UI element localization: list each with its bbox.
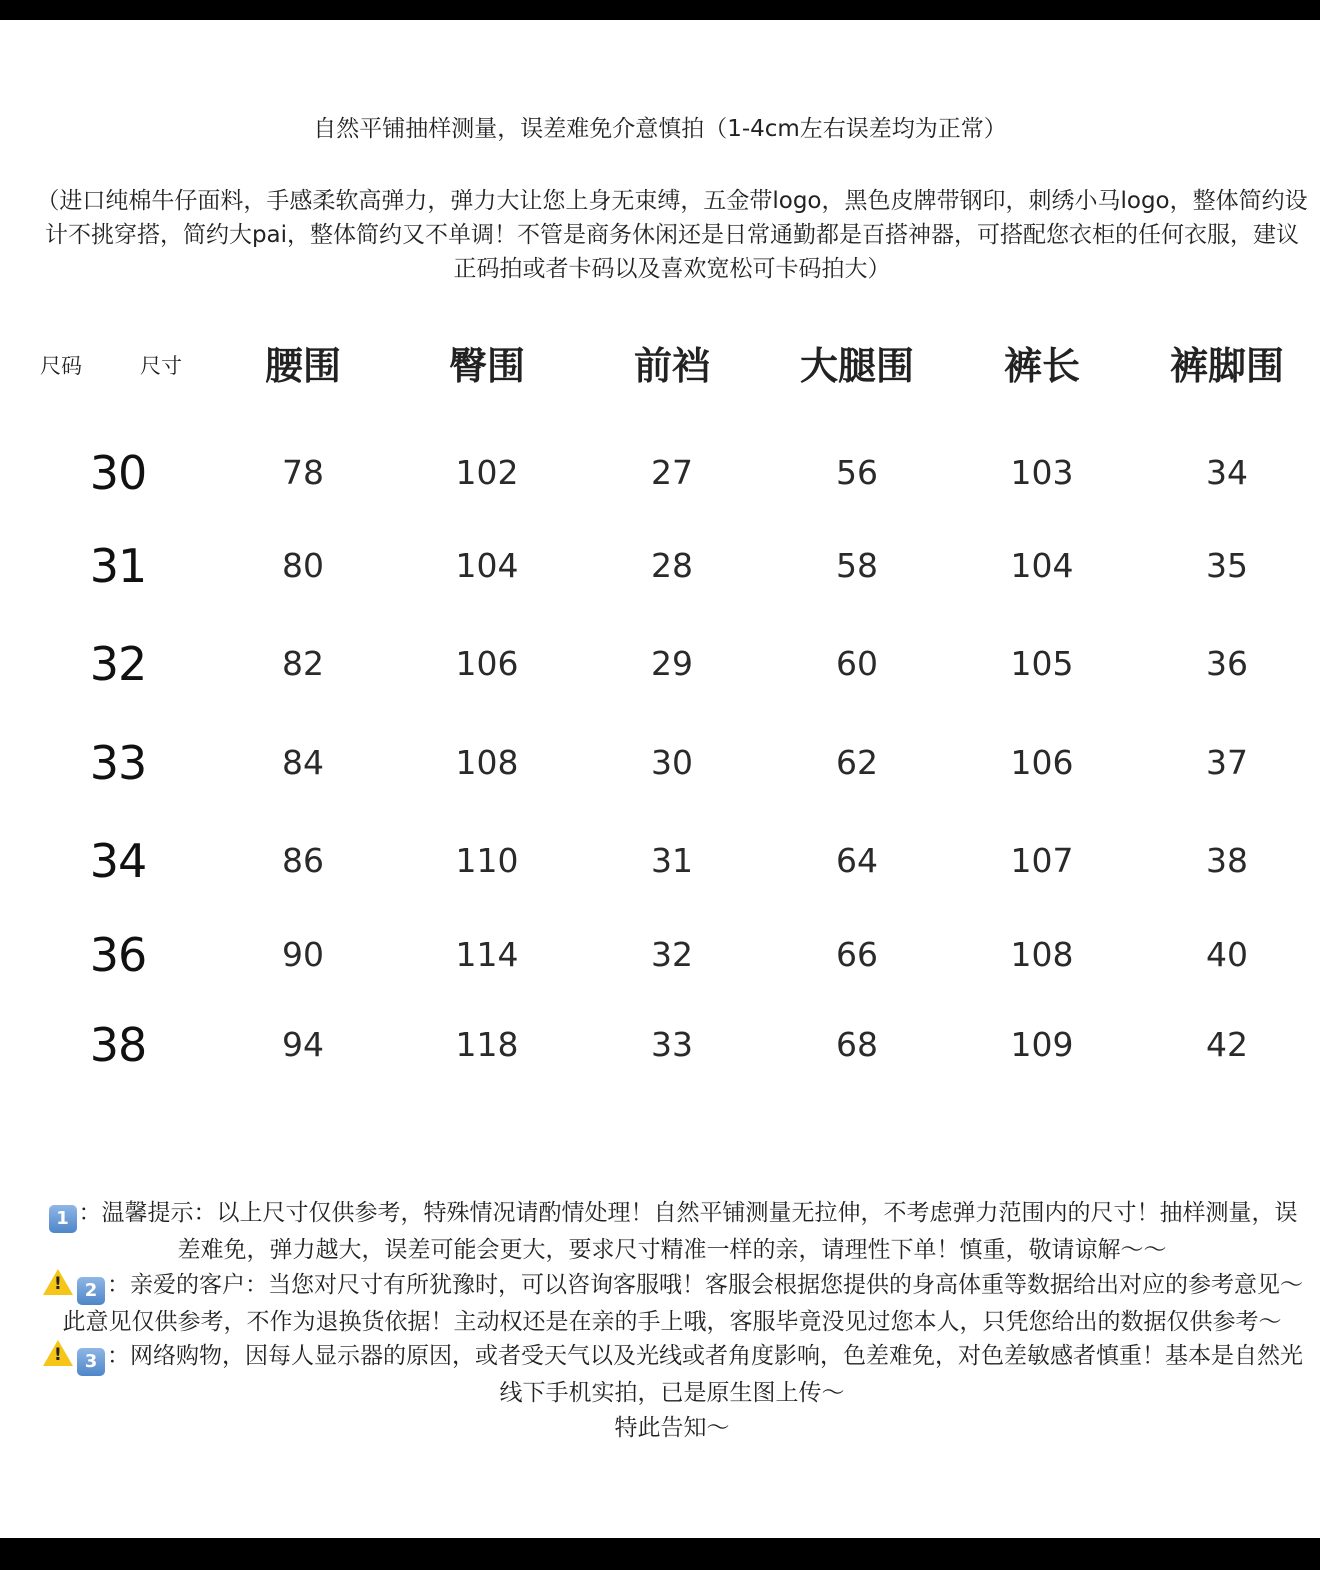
cell-length: 105: [1010, 644, 1074, 683]
row-size: 38: [89, 1018, 147, 1072]
cell-front-rise: 28: [651, 546, 693, 585]
bottom-black-bar: [0, 1538, 1320, 1570]
cell-front-rise: 33: [651, 1025, 693, 1064]
header-front-rise: 前裆: [633, 344, 710, 388]
table-row: [0, 1005, 1320, 1085]
cell-waist: 84: [282, 743, 324, 782]
row-size: 30: [89, 446, 147, 500]
cell-leg-opening: 42: [1206, 1025, 1248, 1064]
header-waist: 腰围: [264, 344, 341, 388]
keycap-number-icon: 3: [77, 1348, 105, 1376]
cell-leg-opening: 40: [1206, 935, 1248, 974]
header-hip: 臀围: [448, 344, 525, 388]
cell-thigh: 68: [836, 1025, 878, 1064]
table-row: [0, 433, 1320, 513]
cell-hip: 102: [455, 453, 519, 492]
cell-front-rise: 29: [651, 644, 693, 683]
closing-note: 特此告知～: [614, 1414, 730, 1441]
cell-length: 107: [1010, 841, 1074, 880]
row-size: 31: [89, 539, 147, 593]
cell-waist: 90: [282, 935, 324, 974]
cell-waist: 86: [282, 841, 324, 880]
cell-leg-opening: 34: [1206, 453, 1248, 492]
table-row: [0, 915, 1320, 995]
cell-length: 109: [1010, 1025, 1074, 1064]
cell-hip: 118: [455, 1025, 519, 1064]
table-header-row: [0, 326, 1320, 406]
product-description: （进口纯棉牛仔面料，手感柔软高弹力，弹力大让您上身无束缚，五金带logo，黑色皮牌带钢印，刺绣小马logo，整体简约设计不挑穿搭，简约大pai，整体简约又不单调！不管是商务休闲还是日常通勤都是百搭神器，可搭配您衣柜的任何衣服，建议正码拍或者卡码以及喜欢宽松可卡码拍大）: [36, 188, 1308, 282]
cell-waist: 78: [282, 453, 324, 492]
header-size-code: 尺码: [40, 354, 82, 378]
cell-thigh: 60: [836, 644, 878, 683]
warning-icon: [43, 1269, 73, 1295]
cell-length: 103: [1010, 453, 1074, 492]
cell-length: 106: [1010, 743, 1074, 782]
cell-leg-opening: 35: [1206, 546, 1248, 585]
cell-front-rise: 32: [651, 935, 693, 974]
notice-2: [36, 1268, 1308, 1340]
warning-icon: [43, 1340, 73, 1366]
row-size: 32: [89, 637, 147, 691]
cell-thigh: 66: [836, 935, 878, 974]
cell-leg-opening: 36: [1206, 644, 1248, 683]
cell-hip: 104: [455, 546, 519, 585]
keycap-number-icon: 2: [77, 1277, 105, 1305]
cell-hip: 108: [455, 743, 519, 782]
row-size: 34: [89, 834, 147, 888]
cell-thigh: 62: [836, 743, 878, 782]
header-thigh: 大腿围: [799, 344, 914, 388]
notice-text: ：亲爱的客户：当您对尺寸有所犹豫时，可以咨询客服哦！客服会根据您提供的身高体重等数据给出对应的参考意见～此意见仅供参考，不作为退换货依据！主动权还是在亲的手上哦，客服毕竟没见过您本人，只凭您给出的数据仅供参考～: [62, 1271, 1303, 1335]
top-black-bar: [0, 0, 1320, 20]
cell-front-rise: 30: [651, 743, 693, 782]
measurement-intro: 自然平铺抽样测量，误差难免介意慎拍（1-4cm左右误差均为正常）: [313, 116, 1007, 142]
cell-leg-opening: 37: [1206, 743, 1248, 782]
row-size: 33: [89, 736, 147, 790]
row-size: 36: [89, 928, 147, 982]
notice-1: [36, 1196, 1308, 1268]
header-leg-opening: 裤脚围: [1169, 344, 1284, 388]
cell-thigh: 58: [836, 546, 878, 585]
table-row: [0, 526, 1320, 606]
cell-thigh: 56: [836, 453, 878, 492]
cell-length: 104: [1010, 546, 1074, 585]
cell-waist: 82: [282, 644, 324, 683]
table-row: [0, 821, 1320, 901]
table-row: [0, 624, 1320, 704]
notice-text: ：温馨提示：以上尺寸仅供参考，特殊情况请酌情处理！自然平铺测量无拉伸，不考虑弹力范围内的尺寸！抽样测量，误差难免，弹力越大，误差可能会更大，要求尺寸精准一样的亲，请理性下单！慎重，敬请谅解～～: [78, 1200, 1298, 1263]
keycap-number-icon: 1: [49, 1205, 77, 1233]
cell-length: 108: [1010, 935, 1074, 974]
notice-3: [36, 1339, 1308, 1411]
cell-hip: 106: [455, 644, 519, 683]
cell-waist: 80: [282, 546, 324, 585]
cell-front-rise: 27: [651, 453, 693, 492]
cell-front-rise: 31: [651, 841, 693, 880]
header-size: 尺寸: [140, 354, 182, 378]
cell-thigh: 64: [836, 841, 878, 880]
header-length: 裤长: [1003, 344, 1080, 388]
table-row: [0, 723, 1320, 803]
notice-text: ：网络购物，因每人显示器的原因，或者受天气以及光线或者角度影响，色差难免，对色差敏感者慎重！基本是自然光线下手机实拍，已是原生图上传～: [107, 1343, 1303, 1406]
cell-leg-opening: 38: [1206, 841, 1248, 880]
cell-waist: 94: [282, 1025, 324, 1064]
notice-section: [36, 1196, 1308, 1445]
cell-hip: 114: [455, 935, 519, 974]
cell-hip: 110: [455, 841, 519, 880]
